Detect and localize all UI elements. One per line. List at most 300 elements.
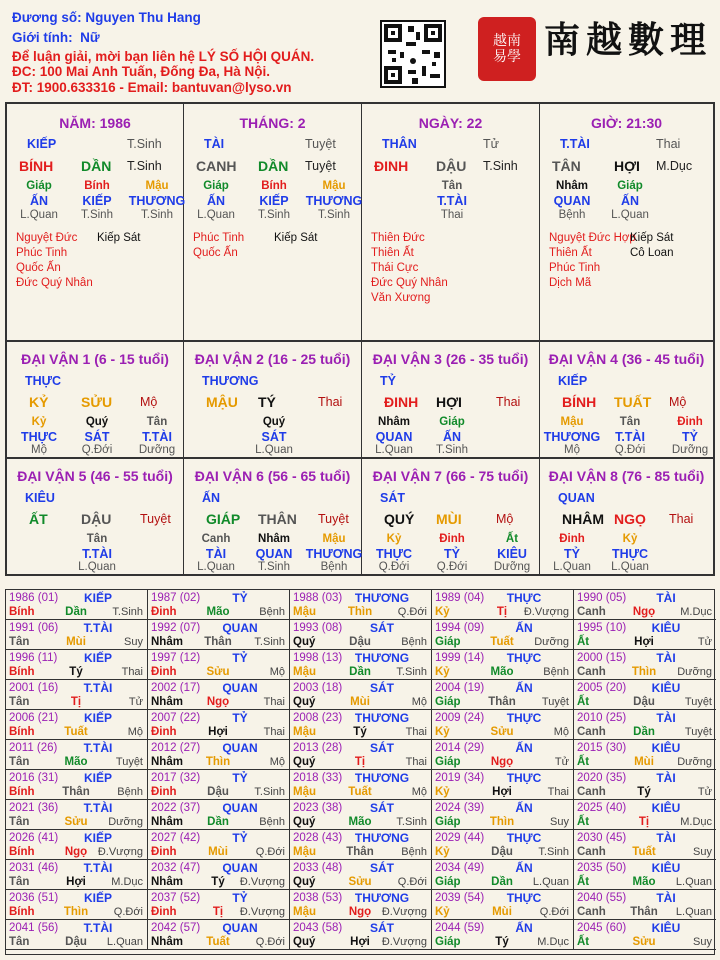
- year-can: Đinh: [151, 606, 177, 618]
- year-cell[interactable]: [574, 860, 716, 890]
- hidden-stem: Bính: [84, 180, 110, 192]
- year-cell[interactable]: [432, 830, 574, 860]
- year-god: T.TÀI: [83, 681, 113, 695]
- year-chi: Tị: [70, 696, 82, 708]
- year-god: ẤN: [515, 741, 533, 755]
- year-cell[interactable]: [574, 590, 716, 620]
- year-stage: M.Dục: [111, 876, 143, 888]
- dai-van-chi: MÙI: [436, 511, 462, 527]
- dai-van-hidden-stem: Kỷ: [622, 533, 638, 545]
- year-label: 2004 (19): [435, 682, 485, 694]
- year-can: Canh: [577, 846, 606, 858]
- year-can: Kỷ: [435, 726, 450, 738]
- dai-van-chi: HỢI: [436, 394, 462, 410]
- shensha-right: [274, 231, 317, 246]
- year-stage: L.Quan: [675, 876, 712, 888]
- year-cell[interactable]: [148, 890, 290, 920]
- year-chi: Dậu: [349, 636, 371, 648]
- dai-van-6: [184, 459, 362, 574]
- year-chi: Thân: [62, 786, 90, 798]
- year-chi: Dậu: [207, 786, 229, 798]
- pillar-chi: DẬU: [436, 158, 467, 174]
- pillar-god-top: KIẾP: [27, 137, 57, 151]
- year-god: KIÊU: [651, 681, 681, 695]
- year-stage: T.Sinh: [538, 846, 569, 858]
- year-label: 2022 (37): [151, 802, 201, 814]
- shensha-item: Thiên Ất: [371, 247, 414, 259]
- year-can: Mậu: [293, 666, 316, 678]
- dai-van-2: [184, 342, 362, 457]
- year-cell[interactable]: [148, 710, 290, 740]
- year-stage: Tuyệt: [684, 726, 712, 738]
- year-label: 2021 (36): [9, 802, 59, 814]
- hidden-stem: Mậu: [322, 180, 346, 192]
- hidden-star: L.Quan: [20, 209, 58, 221]
- year-can: Giáp: [435, 756, 461, 768]
- year-cell[interactable]: [574, 740, 716, 770]
- dai-van-chi: SỬU: [81, 394, 113, 410]
- shensha-item: Văn Xương: [371, 292, 431, 304]
- pillar-title: GIỜ: 21:30: [590, 115, 663, 131]
- dai-van-hidden-god: KIÊU: [497, 547, 527, 561]
- year-can: Tân: [9, 636, 30, 648]
- year-cell[interactable]: [148, 920, 290, 950]
- year-god: KIẾP: [83, 711, 113, 725]
- year-cell[interactable]: [148, 590, 290, 620]
- year-god: SÁT: [370, 621, 394, 635]
- shensha-right: [630, 231, 673, 261]
- year-stage: M.Dục: [680, 606, 712, 618]
- year-stage: Dưỡng: [108, 816, 143, 828]
- dai-van-hidden-god: QUAN: [375, 430, 413, 444]
- year-cell[interactable]: [432, 890, 574, 920]
- dai-van-hidden-star: Dưỡng: [671, 444, 709, 456]
- year-cell[interactable]: [574, 620, 716, 650]
- year-cell[interactable]: [290, 770, 432, 800]
- year-chi: Tý: [211, 876, 225, 888]
- year-stage: T.Sinh: [112, 606, 143, 618]
- year-can: Mậu: [293, 726, 316, 738]
- year-can: Bính: [9, 786, 35, 798]
- year-label: 2002 (17): [151, 682, 201, 694]
- year-stage: Tuyệt: [115, 756, 143, 768]
- year-cell[interactable]: [432, 710, 574, 740]
- year-can: Kỷ: [435, 786, 450, 798]
- year-chi: Thìn: [489, 816, 515, 828]
- year-label: 2009 (24): [435, 712, 485, 724]
- year-stage: Suy: [693, 936, 712, 948]
- year-can: Nhâm: [151, 876, 183, 888]
- year-stage: M.Dục: [537, 936, 569, 948]
- year-stage: Thai: [405, 726, 427, 738]
- red-seal-stamp: 越南 易學: [478, 17, 536, 81]
- year-stage: L.Quan: [532, 876, 569, 888]
- year-cell[interactable]: [290, 800, 432, 830]
- year-chi: Hợi: [492, 786, 512, 798]
- year-label: 2012 (27): [151, 742, 201, 754]
- year-chi: Mùi: [350, 696, 370, 708]
- year-cell[interactable]: [432, 680, 574, 710]
- dai-van-7: [362, 459, 540, 574]
- pillar-1: [184, 104, 362, 340]
- year-can: Bính: [9, 846, 35, 858]
- dai-van-can: GIÁP: [206, 511, 241, 527]
- year-chi: Thân: [488, 696, 516, 708]
- dai-van-hidden-stem: Mậu: [560, 416, 584, 428]
- year-god: THƯƠNG: [354, 771, 410, 785]
- year-cell[interactable]: [574, 800, 716, 830]
- shensha-item: Quốc Ấn: [16, 262, 61, 274]
- year-cell[interactable]: [574, 770, 716, 800]
- dai-van-hidden-god: T.TÀI: [142, 430, 172, 444]
- year-god: QUAN: [222, 861, 258, 875]
- year-god: QUAN: [222, 801, 258, 815]
- year-can: Kỷ: [435, 666, 450, 678]
- year-cell[interactable]: [290, 830, 432, 860]
- hidden-star: T.Sinh: [81, 209, 113, 221]
- year-god: KIẾP: [83, 591, 113, 605]
- dai-van-god: SÁT: [380, 491, 405, 505]
- year-stage: Mộ: [269, 666, 285, 678]
- hidden-star: T.Sinh: [141, 209, 173, 221]
- pillar-chi: DẦN: [258, 158, 289, 174]
- year-cell[interactable]: [290, 680, 432, 710]
- year-god: THƯƠNG: [354, 591, 410, 605]
- pillar-chi: HỢI: [614, 158, 640, 174]
- shensha-item: Phúc Tinh: [549, 262, 601, 274]
- year-can: Canh: [577, 786, 606, 798]
- year-cell[interactable]: [574, 830, 716, 860]
- year-can: Nhâm: [151, 696, 183, 708]
- shensha-left: [549, 231, 636, 291]
- year-stage: L.Quan: [675, 906, 712, 918]
- contact-line: Để luận giải, mời bạn liên hệ LÝ SỐ HỘI QUÁN.: [12, 49, 315, 64]
- pillar-0: [7, 104, 184, 340]
- year-cell[interactable]: [432, 590, 574, 620]
- year-cell[interactable]: [6, 710, 148, 740]
- year-cell[interactable]: [290, 740, 432, 770]
- year-cell[interactable]: [574, 920, 716, 950]
- year-chi: Tị: [212, 906, 224, 918]
- year-god: T.TÀI: [83, 921, 113, 935]
- pillar-can: ĐINH: [374, 158, 409, 174]
- year-label: 1989 (04): [435, 592, 485, 604]
- year-cell[interactable]: [6, 800, 148, 830]
- phone-email-line[interactable]: ĐT: 1900.633316 - Email: bantuvan@lyso.vn: [12, 80, 292, 95]
- year-cell[interactable]: [290, 920, 432, 950]
- name-line: [12, 10, 201, 26]
- year-can: Canh: [577, 666, 606, 678]
- year-chi: Mão: [490, 666, 514, 678]
- year-stage: Bệnh: [401, 636, 427, 648]
- year-cell[interactable]: [148, 770, 290, 800]
- year-stage: T.Sinh: [396, 666, 427, 678]
- year-can: Ất: [577, 876, 590, 888]
- year-god: TÀI: [656, 711, 676, 725]
- dai-van-chi: DẬU: [81, 511, 112, 527]
- year-stage: Tử: [697, 786, 712, 798]
- year-can: Đinh: [151, 726, 177, 738]
- year-stage: Q.Đới: [397, 606, 427, 618]
- year-label: 2014 (29): [435, 742, 485, 754]
- year-can: Quý: [293, 936, 316, 948]
- year-cell[interactable]: [6, 890, 148, 920]
- year-cell[interactable]: [148, 650, 290, 680]
- dai-van-hidden-god: SÁT: [84, 430, 110, 444]
- logo-text: 南越數理: [544, 19, 713, 61]
- year-stage: Đ.Vượng: [381, 936, 427, 948]
- year-can: Quý: [293, 696, 316, 708]
- dai-van-hidden-stem: Đinh: [439, 533, 465, 545]
- shensha-item: Kiếp Sát: [274, 232, 318, 244]
- year-stage: Tử: [128, 696, 143, 708]
- year-label: 2017 (32): [151, 772, 201, 784]
- year-chi: Sửu: [490, 726, 514, 738]
- dai-van-god: KIẾP: [558, 374, 588, 388]
- year-can: Ất: [577, 636, 590, 648]
- year-cell[interactable]: [6, 740, 148, 770]
- year-label: 2005 (20): [577, 682, 627, 694]
- dai-van-1: [7, 342, 184, 457]
- year-cell[interactable]: [148, 830, 290, 860]
- shensha-item: Nguyệt Đức Hợp: [549, 232, 636, 244]
- dai-van-hidden-star: L.Quan: [375, 444, 413, 456]
- dai-van-god: QUAN: [558, 491, 595, 505]
- year-god: SÁT: [370, 681, 394, 695]
- year-cell[interactable]: [6, 860, 148, 890]
- year-stage: Q.Đới: [539, 906, 569, 918]
- year-stage: Mộ: [269, 756, 285, 768]
- year-label: 2019 (34): [435, 772, 485, 784]
- dai-van-hidden-star: Q.Đới: [378, 561, 410, 573]
- year-chi: Dậu: [491, 846, 513, 858]
- dai-van-god: ẤN: [202, 491, 221, 505]
- year-cell[interactable]: [6, 650, 148, 680]
- year-cell[interactable]: [6, 590, 148, 620]
- year-god: T.TÀI: [83, 861, 113, 875]
- dai-van-hidden-stem: Mậu: [322, 533, 346, 545]
- year-can: Mậu: [293, 846, 316, 858]
- year-cell[interactable]: [290, 650, 432, 680]
- year-label: 2016 (31): [9, 772, 59, 784]
- pillar-2: [362, 104, 540, 340]
- year-label: 2030 (45): [577, 832, 627, 844]
- year-cell[interactable]: [6, 770, 148, 800]
- pillar-stage-top: Tuyệt: [305, 137, 336, 151]
- year-god: THỰC: [506, 711, 542, 725]
- pillar-title: NGÀY: 22: [418, 115, 483, 131]
- year-label: 2031 (46): [9, 862, 59, 874]
- year-god: ẤN: [515, 681, 533, 695]
- dai-van-stage: Thai: [669, 512, 694, 526]
- year-cell[interactable]: [6, 620, 148, 650]
- year-chi: Thân: [346, 846, 374, 858]
- year-label: 2036 (51): [9, 892, 59, 904]
- year-can: Giáp: [435, 936, 461, 948]
- year-god: ẤN: [515, 621, 533, 635]
- year-cell[interactable]: [148, 800, 290, 830]
- year-label: 1995 (10): [577, 622, 627, 634]
- year-chi: Hợi: [634, 636, 654, 648]
- dai-van-hidden-god: TỶ: [444, 547, 460, 561]
- dai-van-stage: Mộ: [669, 395, 687, 409]
- dai-van-can: ẤT: [29, 511, 48, 527]
- year-god: TỶ: [232, 591, 248, 605]
- year-chi: Ngọ: [64, 846, 88, 858]
- year-god: KIẾP: [83, 831, 113, 845]
- dai-van-can: BÍNH: [562, 394, 597, 410]
- dai-van-hidden-stem: Tân: [86, 533, 108, 545]
- dai-van-hidden-stem: Quý: [262, 416, 286, 428]
- hidden-star: Bệnh: [558, 209, 586, 221]
- year-stage: Tử: [697, 636, 712, 648]
- year-cell[interactable]: [432, 650, 574, 680]
- dai-van-hidden-stem: Kỷ: [31, 416, 47, 428]
- year-cell[interactable]: [432, 920, 574, 950]
- year-chi: Hợi: [208, 726, 228, 738]
- year-chi: Sửu: [206, 666, 230, 678]
- dai-van-hidden-star: Dưỡng: [493, 561, 531, 573]
- year-can: Đinh: [151, 786, 177, 798]
- year-stage: T.Sinh: [396, 816, 427, 828]
- year-label: 2007 (22): [151, 712, 201, 724]
- year-chi: Hợi: [350, 936, 370, 948]
- year-cell[interactable]: [574, 890, 716, 920]
- dai-van-hidden-stem: Tân: [619, 416, 641, 428]
- shensha-item: Thiên Đức: [371, 232, 425, 244]
- dai-van-chi: THÂN: [258, 511, 297, 527]
- pillar-title: NĂM: 1986: [59, 115, 131, 131]
- shensha-item: Dịch Mã: [549, 277, 592, 289]
- year-cell[interactable]: [574, 710, 716, 740]
- year-can: Bính: [9, 906, 35, 918]
- year-stage: Đ.Vượng: [239, 876, 285, 888]
- year-cell[interactable]: [432, 860, 574, 890]
- year-chi: Sửu: [632, 936, 656, 948]
- year-stage: T.Sinh: [254, 636, 285, 648]
- pillar-can: TÂN: [552, 158, 581, 174]
- qr-code[interactable]: [380, 20, 446, 88]
- dai-van-stage: Mộ: [140, 395, 158, 409]
- year-can: Nhâm: [151, 936, 183, 948]
- year-label: 2008 (23): [293, 712, 343, 724]
- year-label: 1991 (06): [9, 622, 59, 634]
- year-cell[interactable]: [432, 620, 574, 650]
- pillar-chi-stage: T.Sinh: [127, 159, 162, 173]
- year-cell[interactable]: [148, 740, 290, 770]
- year-god: SÁT: [370, 921, 394, 935]
- hidden-stem: Giáp: [203, 180, 229, 192]
- year-label: 1996 (11): [9, 652, 58, 664]
- hidden-star: T.Sinh: [318, 209, 350, 221]
- year-god: TỶ: [232, 651, 248, 665]
- year-cell[interactable]: [290, 860, 432, 890]
- year-chi: Ngọ: [632, 606, 656, 618]
- dai-van-stage: Tuyệt: [318, 512, 349, 526]
- year-label: 2024 (39): [435, 802, 485, 814]
- year-god: THƯƠNG: [354, 711, 410, 725]
- dai-van-can: ĐINH: [384, 394, 419, 410]
- year-chi: Tuất: [206, 936, 230, 948]
- year-cell[interactable]: [290, 890, 432, 920]
- year-stage: Q.Đới: [397, 876, 427, 888]
- hidden-stem: Giáp: [617, 180, 643, 192]
- year-god: THỰC: [506, 771, 542, 785]
- year-label: 2025 (40): [577, 802, 627, 814]
- year-cell[interactable]: [574, 680, 716, 710]
- hidden-god: KIẾP: [259, 194, 289, 208]
- year-label: 2044 (59): [435, 922, 485, 934]
- year-cell[interactable]: [148, 860, 290, 890]
- dai-van-hidden-star: Q.Đới: [614, 444, 646, 456]
- year-cell[interactable]: [290, 710, 432, 740]
- year-stage: M.Dục: [680, 816, 712, 828]
- year-cell[interactable]: [432, 800, 574, 830]
- dai-van-stage: Tuyệt: [140, 512, 171, 526]
- hidden-god: T.TÀI: [437, 194, 467, 208]
- year-chi: Dậu: [633, 696, 655, 708]
- year-cell[interactable]: [432, 740, 574, 770]
- year-chi: Dần: [65, 606, 87, 618]
- address-line: ĐC: 100 Mai Anh Tuấn, Đống Đa, Hà Nội.: [12, 64, 271, 79]
- year-cell[interactable]: [574, 650, 716, 680]
- hidden-star: Thai: [440, 209, 464, 221]
- year-cell[interactable]: [6, 680, 148, 710]
- gender-value: Nữ: [80, 30, 100, 45]
- dai-van-hidden-god: THỰC: [611, 547, 649, 561]
- gender-line: [12, 30, 100, 46]
- dai-van-hidden-god: THỰC: [20, 430, 58, 444]
- year-label: 2006 (21): [9, 712, 59, 724]
- year-god: KIÊU: [651, 801, 681, 815]
- year-can: Quý: [293, 636, 316, 648]
- dai-van-chi: TÝ: [258, 394, 276, 410]
- dai-van-hidden-god: THƯƠNG: [305, 547, 363, 561]
- dai-van-title: ĐẠI VẬN 4 (36 - 45 tuổi): [548, 351, 705, 367]
- pillar-stage-top: Thai: [656, 137, 681, 151]
- year-can: Giáp: [435, 636, 461, 648]
- dai-van-title: ĐẠI VẬN 8 (76 - 85 tuổi): [548, 468, 705, 484]
- dai-van-hidden-god: T.TÀI: [82, 547, 112, 561]
- year-can: Mậu: [293, 606, 316, 618]
- year-stage: T.Sinh: [254, 786, 285, 798]
- year-label: 1997 (12): [151, 652, 201, 664]
- year-chi: Thìn: [631, 666, 657, 678]
- year-chi: Mùi: [66, 636, 86, 648]
- year-chi: Thìn: [347, 606, 373, 618]
- year-cell[interactable]: [290, 590, 432, 620]
- year-cell[interactable]: [148, 620, 290, 650]
- year-god: KIÊU: [651, 741, 681, 755]
- year-label: 1992 (07): [151, 622, 201, 634]
- year-cell[interactable]: [6, 920, 148, 950]
- year-cell[interactable]: [432, 770, 574, 800]
- hidden-stem: Mậu: [145, 180, 169, 192]
- dai-van-hidden-star: T.Sinh: [436, 444, 468, 456]
- year-cell[interactable]: [290, 620, 432, 650]
- year-chi: Tý: [637, 786, 651, 798]
- annual-luck-grid: [5, 589, 715, 955]
- dai-van-hidden-god: TỶ: [682, 430, 698, 444]
- dai-van-8: [540, 459, 713, 574]
- year-cell[interactable]: [148, 680, 290, 710]
- year-stage: Mộ: [411, 696, 427, 708]
- dai-van-god: TỶ: [380, 374, 396, 388]
- year-cell[interactable]: [6, 830, 148, 860]
- dai-van-row-2: [5, 459, 715, 576]
- year-god: ẤN: [515, 921, 533, 935]
- pillar-stage-top: Tử: [483, 137, 500, 151]
